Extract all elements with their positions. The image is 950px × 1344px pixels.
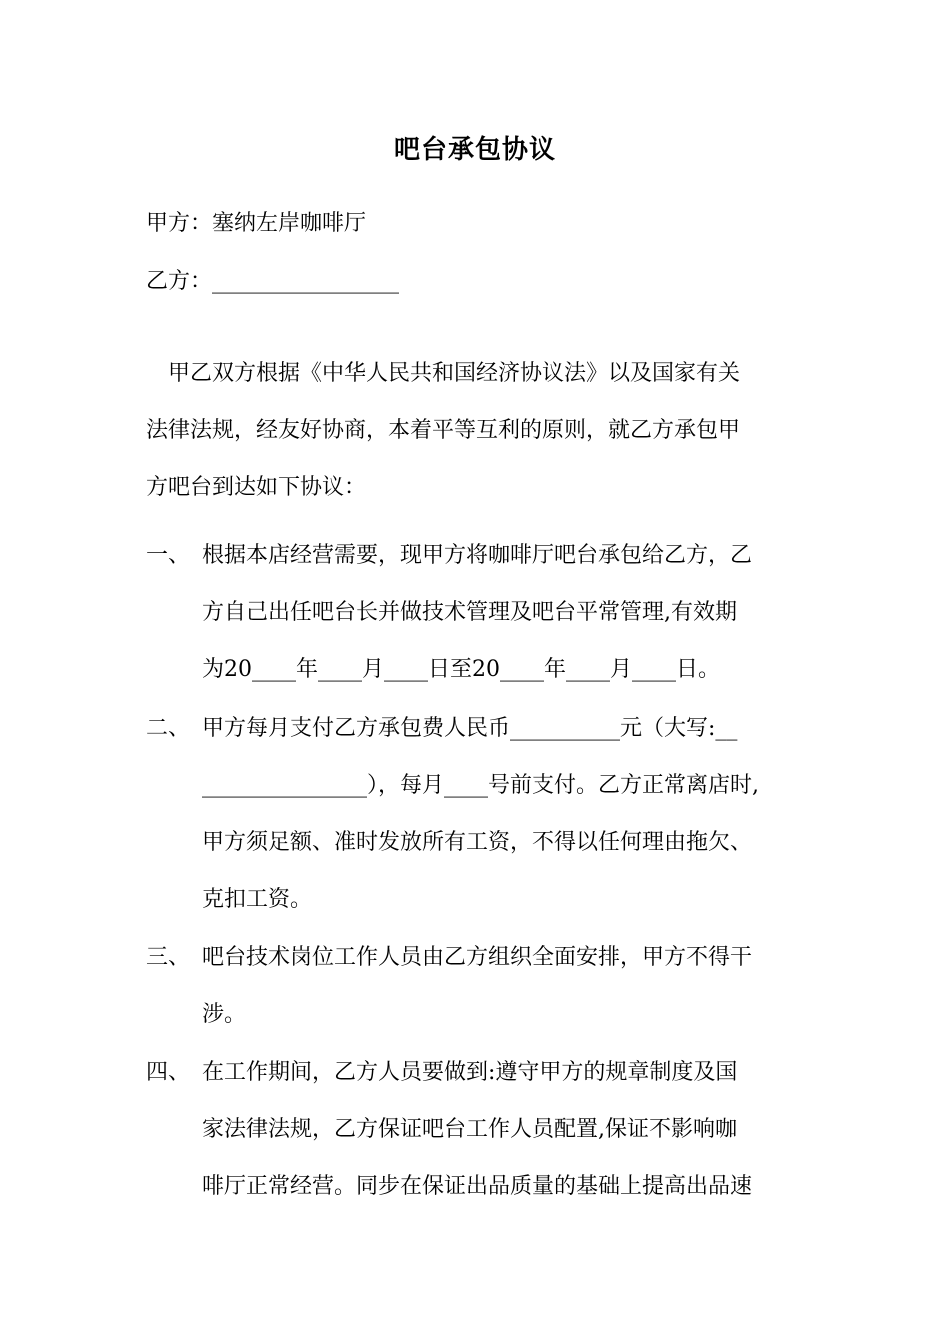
clause-line: 涉。 bbox=[202, 1002, 247, 1027]
clause-line: 根据本店经营需要，现甲方将咖啡厅吧台承包给乙方，乙 bbox=[202, 543, 753, 568]
document-title: 吧台承包协议 bbox=[393, 135, 556, 165]
clause-number: 三、 bbox=[146, 945, 191, 970]
intro-line: 方吧台到达如下协议： bbox=[146, 475, 367, 500]
clause-line: 家法律法规，乙方保证吧台工作人员配置,保证不影响咖 bbox=[202, 1117, 737, 1142]
clause-body bbox=[202, 929, 822, 1043]
clause-line: 吧台技术岗位工作人员由乙方组织全面安排，甲方不得干 bbox=[202, 945, 753, 970]
clause-line: 方自己出任吧台长并做技术管理及吧台平常管理,有效期 bbox=[202, 600, 737, 625]
clause-line: _______________），每月____号前支付。乙方正常离店时, bbox=[202, 773, 759, 798]
intro-paragraph bbox=[146, 345, 806, 516]
party-b-line: 乙方：_________________ bbox=[146, 269, 400, 294]
intro-line: 甲乙双方根据《中华人民共和国经济协议法》以及国家有关 bbox=[168, 361, 741, 386]
clause-body bbox=[202, 700, 822, 928]
clause-body bbox=[202, 1044, 822, 1215]
clause-number: 一、 bbox=[146, 543, 191, 568]
clause-line: 克扣工资。 bbox=[202, 887, 313, 912]
intro-line: 法律法规，经友好协商，本着平等互利的原则，就乙方承包甲 bbox=[146, 418, 741, 443]
clause-number: 二、 bbox=[146, 716, 191, 741]
clause-line: 在工作期间，乙方人员要做到:遵守甲方的规章制度及国 bbox=[202, 1060, 738, 1085]
clause-line: 甲方须足额、准时发放所有工资，不得以任何理由拖欠、 bbox=[202, 830, 753, 855]
clause-number: 四、 bbox=[146, 1060, 191, 1085]
party-a-line: 甲方：塞纳左岸咖啡厅 bbox=[146, 211, 367, 236]
clause-line: 甲方每月支付乙方承包费人民币__________元（大写:__ bbox=[202, 716, 738, 741]
clause-line: 为20____年____月____日至20____年____月____日。 bbox=[202, 657, 720, 682]
clause-body bbox=[202, 527, 822, 698]
clause-line: 啡厅正常经营。同步在保证出品质量的基础上提高出品速 bbox=[202, 1174, 753, 1199]
